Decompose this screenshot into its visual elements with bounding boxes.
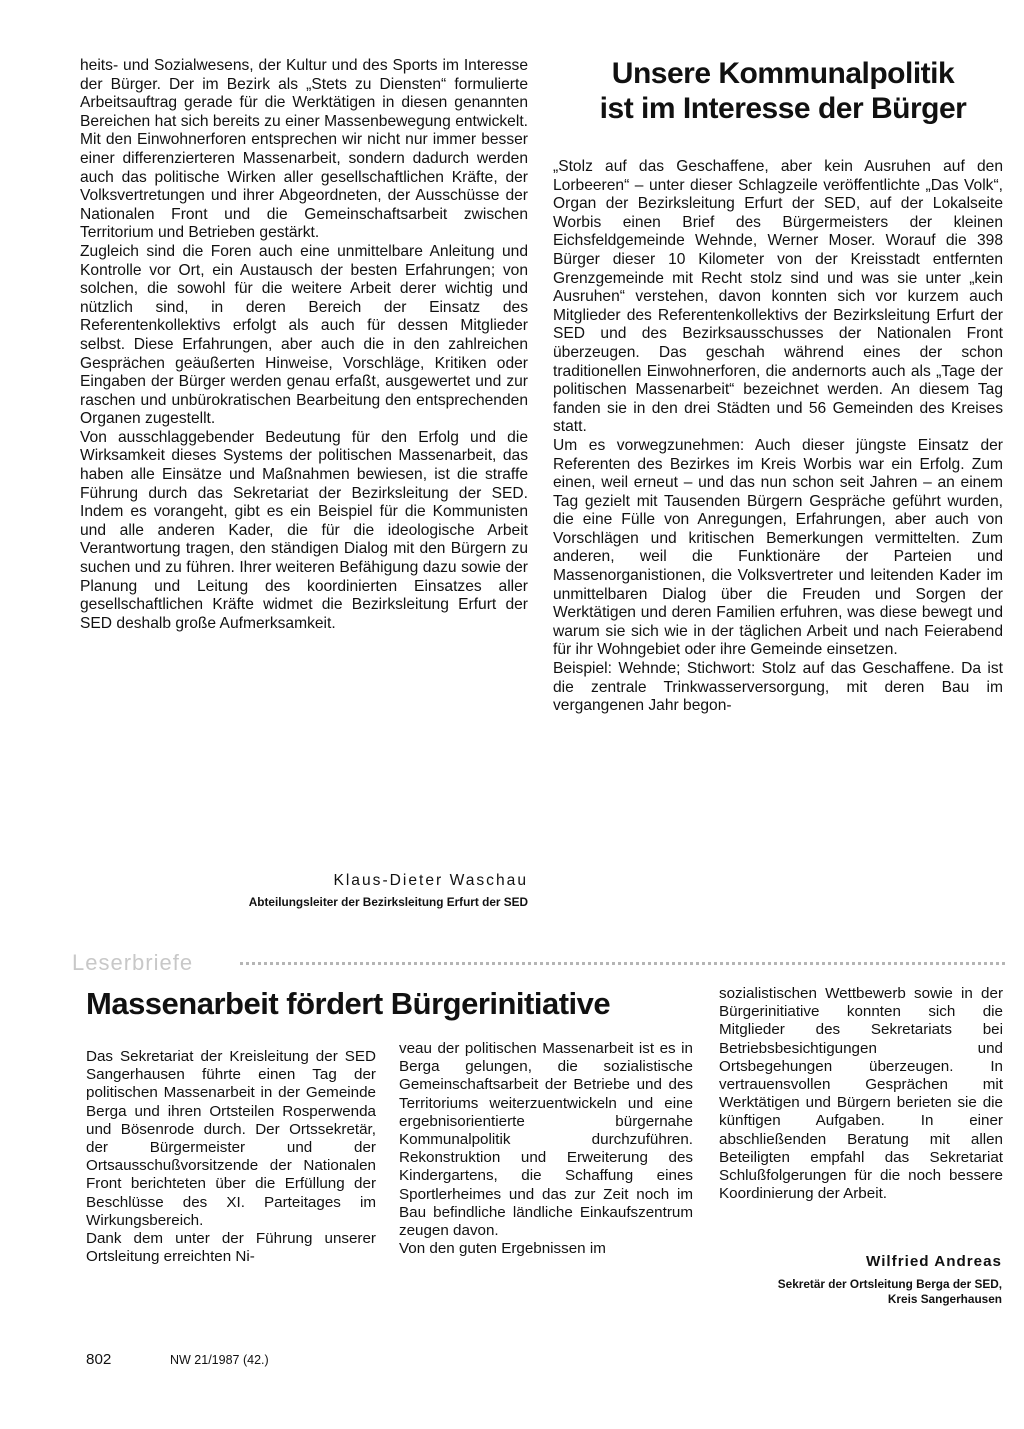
- body-paragraph: sozialistischen Wettbewerb sowie in der Bürgerinitiative konnten sich die Mitglieder des Sekretariats bei Betriebsbesichtigungen und Ortsbegehungen überzeugen. In vertrauensvollen Gesprächen mit Werktätigen und Bürgern berieten sie die künftigen Aufgaben. In einer abschließenden Beratung mit allen Beteiligten empfahl das Sekretariat Schlußfolgerungen für die noch bessere Koordinierung der Arbeit.: [719, 985, 1003, 1203]
- headline-line: Unsere Kommunalpolitik: [611, 57, 955, 90]
- body-paragraph: Von ausschlaggebender Bedeutung für den Erfolg und die Wirksamkeit dieses Systems der politischen Massenarbeit, das haben alle Einsätze und Maßnahmen bewiesen, ist die straffe Führung durch das Sekretariat der Bezirksleitung der SED. Indem es vorangeht, gibt es ein Beispiel für die Kommunisten und alle anderen Kader, die für die ideologische Arbeit Verantwortung tragen, den ständigen Dialog mit den Bürgern zu suchen und zu führen. Ihrer weiteren Befähigung dazu sowie der Planung und Leitung des koordinierten Einsatzes aller gesellschaftlichen Kräfte widmet die Bezirksleitung Erfurt der SED deshalb große Aufmerksamkeit.: [80, 428, 528, 632]
- headline-line: ist im Interesse der Bürger: [599, 92, 967, 125]
- body-paragraph: heits- und Sozialwesens, der Kultur und des Sports im Interesse der Bürger. Der im Bezirk als „Stets zu Diensten“ formulierte Arbeitsauftrag gerade für die Werktätigen in diesen genannten Bereichen hat sich bereits zu einer Massenbewegung entwickelt. Mit den Einwohnerforen entsprechen wir nicht nur immer besser einer differenzierteren Massenarbeit, sondern dadurch werden auch das politische Wirken aller gesellschaftlichen Kräfte, der Volksvertretungen und ihrer Abgeordneten, der Ausschüsse der Nationalen Front und die Gemeinschaftsarbeit zwischen Territorium und Betrieben gestärkt.: [80, 57, 528, 242]
- letter-author-role: [702, 1277, 1002, 1307]
- body-paragraph: veau der politischen Massenarbeit ist es in Berga gelungen, die sozialistische Gemeinschaftsarbeit der Betriebe und des Territoriums weiterzuentwickeln und eine ergebnisorientierte bürgernahe Kommunalpolitik durchzuführen. Rekonstruktion und Erweiterung des Kindergartens, die Schaffung eines Sportlerheimes und das zur Zeit noch im Bau befindliche ländliche Einkaufszentrum zeugen davon.: [399, 1040, 693, 1240]
- body-paragraph: Beispiel: Wehnde; Stichwort: Stolz auf das Geschaffene. Da ist die zentrale Trinkwasserversorgung, mit deren Bau im vergangenen Jahr begon-: [553, 660, 1003, 715]
- article-author-role: Abteilungsleiter der Bezirksleitung Erfurt der SED: [248, 895, 528, 909]
- article-body-column: [553, 158, 1003, 716]
- body-paragraph: Zugleich sind die Foren auch eine unmittelbare Anleitung und Kontrolle vor Ort, ein Austausch der besten Erfahrungen; von solchen, die sowohl für die weitere Arbeit derer wichtig und nützlich sind, in deren Bereich der Einsatz des Referentenkollektivs erfolgt als auch für dessen Mitglieder selbst. Diese Erfahrungen, aber auch die in den zahlreichen Gesprächen geäußerten Hinweise, Vorschläge, Kritiken oder Eingaben der Bürger werden genau erfaßt, ausgewertet und zur raschen und unbürokratischen Bearbeitung den entsprechenden Organen zugestellt.: [80, 242, 528, 428]
- article-continuation-column: [80, 57, 528, 633]
- section-divider: [240, 962, 1005, 965]
- body-paragraph: „Stolz auf das Geschaffene, aber kein Ausruhen auf den Lorbeeren“ – unter dieser Schlagzeile veröffentlichte „Das Volk“, Organ der Bezirksleitung Erfurt der SED, auf der Lokalseite Worbis einen Brief des Bürgermeisters der kleinen Eichsfeldgemeinde Wehnde, Werner Moser. Worauf die 398 Bürger dieser 10 Kilometer von der Kreisstadt entfernten Grenzgemeinde mit Recht stolz sind und was sie unter „kein Ausruhen“ verstehen, davon konnten sich vor kurzem auch Mitglieder des Referentenkollektivs der Bezirksleitung Erfurt der SED und des Bezirksausschusses der Nationalen Front überzeugen. Das geschah während eines der schon traditionellen Einwohnerforen, die andernorts auch als „Tage der politischen Massenarbeit“ bezeichnet werden. An diesem Tag fanden sie in den drei Städten und 56 Gemeinden des Kreises statt.: [553, 158, 1003, 436]
- page-number: 802: [86, 1351, 112, 1368]
- issue-reference: NW 21/1987 (42.): [170, 1353, 269, 1367]
- author-role-line: Kreis Sangerhausen: [887, 1292, 1002, 1306]
- body-paragraph: Das Sekretariat der Kreisleitung der SED Sangerhausen führte einen Tag der politischen Massenarbeit in der Gemeinde Berga und ihren Ortsteilen Rosperwenda und Bösenrode durch. Der Ortssekretär, der Bürgermeister und der Ortsausschußvorsitzende der Nationalen Front berichteten über die Erfüllung der Beschlüsse des XI. Parteitages im Wirkungsbereich.: [86, 1048, 376, 1229]
- letter-column: [86, 1048, 376, 1266]
- letter-column: [399, 1040, 693, 1258]
- letters-headline: Massenarbeit fördert Bürgerinitiative: [86, 986, 611, 1021]
- body-paragraph: Dank dem unter der Führung unserer Ortsleitung erreichten Ni-: [86, 1230, 376, 1266]
- body-paragraph: Um es vorwegzunehmen: Auch dieser jüngste Einsatz der Referenten des Bezirkes im Kreis Worbis war ein Erfolg. Zum einen, weil erneut – und das nun schon seit Jahren – an einem Tag gezielt mit Tausenden Bürgern Gespräche geführt wurden, die eine Fülle von Anregungen, Erfahrungen, aber auch von Vorschlägen und kritischen Bemerkungen vermittelten. Zum anderen, weil die Funktionäre der Parteien und Massenorganistionen, die Volksvertreter und leitenden Kader im unmittelbaren Dialog über die Freuden und Sorgen der Werktätigen und deren Familien erfuhren, was diese bewegt und warum sie sich wie in der täglichen Arbeit und nach Feierabend für ihr Wohngebiet oder ihre Gemeinde einsetzen.: [553, 436, 1003, 659]
- letter-author: Wilfried Andreas: [866, 1253, 1002, 1270]
- letter-column: [719, 985, 1003, 1203]
- author-role-line: Sekretär der Ortsleitung Berga der SED,: [777, 1277, 1002, 1291]
- article-author: Klaus-Dieter Waschau: [333, 872, 528, 889]
- section-label: Leserbriefe: [72, 950, 194, 975]
- body-paragraph: Von den guten Ergebnissen im: [399, 1240, 606, 1258]
- article-headline: [588, 56, 978, 126]
